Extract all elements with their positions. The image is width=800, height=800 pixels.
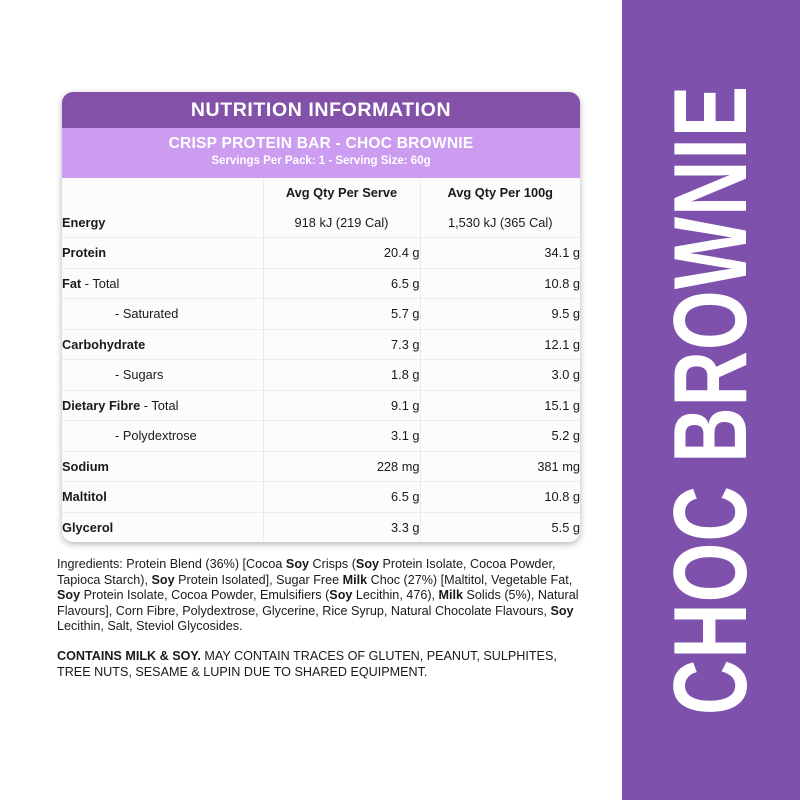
- value-per-100g: 381 mg: [420, 451, 580, 482]
- card-subtitle-band: [62, 128, 580, 178]
- nutrient-label: Protein: [62, 238, 263, 269]
- side-panel: [622, 0, 800, 800]
- value-per-100g: 5.2 g: [420, 421, 580, 452]
- value-per-serve: 9.1 g: [263, 390, 420, 421]
- column-header-nutrient: [62, 178, 263, 208]
- value-per-serve: 6.5 g: [263, 268, 420, 299]
- table-row: [62, 360, 580, 391]
- table-row: [62, 390, 580, 421]
- table-header-row: [62, 178, 580, 208]
- value-per-serve: 20.4 g: [263, 238, 420, 269]
- side-panel-flavour-title: CHOC BROWNIE: [653, 84, 769, 716]
- value-per-100g: 9.5 g: [420, 299, 580, 330]
- value-per-serve: 3.3 g: [263, 512, 420, 542]
- nutrient-label: Sodium: [62, 451, 263, 482]
- nutrient-label: Glycerol: [62, 519, 114, 535]
- table-row: [62, 268, 580, 299]
- value-per-100g: 12.1 g: [420, 329, 580, 360]
- value-per-serve: 1.8 g: [263, 360, 420, 391]
- nutrient-label: Dietary Fibre - Total: [62, 390, 263, 421]
- nutrition-table: [62, 178, 580, 542]
- column-header-per-100g: Avg Qty Per 100g: [420, 178, 580, 208]
- ingredients-block: [57, 557, 587, 680]
- table-row: [62, 208, 580, 238]
- value-per-100g: 34.1 g: [420, 238, 580, 269]
- nutrient-label: Maltitol: [62, 482, 263, 513]
- table-row: [62, 421, 580, 452]
- allergen-statement: CONTAINS MILK & SOY. MAY CONTAIN TRACES OF GLUTEN, PEANUT, SULPHITES, TREE NUTS, SESAME & LUPIN DUE TO SHARED EQUIPMENT.: [57, 648, 557, 679]
- table-row: [62, 329, 580, 360]
- page-title: NUTRITION INFORMATION: [190, 98, 452, 121]
- value-per-100g: 5.5 g: [420, 512, 580, 542]
- nutrient-label: Energy: [62, 208, 263, 238]
- nutrient-label: - Saturated: [62, 299, 263, 330]
- nutrient-label: - Sugars: [62, 360, 263, 391]
- value-per-100g: 15.1 g: [420, 390, 580, 421]
- value-per-100g: 1,530 kJ (365 Cal): [420, 208, 580, 238]
- card-title-bar: [62, 92, 580, 128]
- table-row: [62, 512, 580, 542]
- value-per-serve: 5.7 g: [263, 299, 420, 330]
- nutrition-information-card: [62, 92, 580, 542]
- serving-info: Servings Per Pack: 1 - Serving Size: 60g: [211, 155, 431, 167]
- value-per-serve: 3.1 g: [263, 421, 420, 452]
- product-name: CRISP PROTEIN BAR - CHOC BROWNIE: [168, 135, 474, 152]
- value-per-100g: 3.0 g: [420, 360, 580, 391]
- table-row: [62, 299, 580, 330]
- nutrient-label: Fat - Total: [62, 268, 263, 299]
- nutrient-label: Carbohydrate: [62, 329, 263, 360]
- table-row: [62, 482, 580, 513]
- table-row: [62, 451, 580, 482]
- value-per-100g: 10.8 g: [420, 482, 580, 513]
- table-row: [62, 238, 580, 269]
- value-per-serve: 918 kJ (219 Cal): [263, 208, 420, 238]
- value-per-serve: 6.5 g: [263, 482, 420, 513]
- value-per-serve: 7.3 g: [263, 329, 420, 360]
- value-per-serve: 228 mg: [263, 451, 420, 482]
- value-per-100g: 10.8 g: [420, 268, 580, 299]
- ingredients-text: Ingredients: Protein Blend (36%) [Cocoa Soy Crisps (Soy Protein Isolate, Cocoa Powder, Tapioca Starch), Soy Protein Isolated], Sugar Free Milk Choc (27%) [Maltitol, Vegetable Fat, Soy Protein Isolate, Cocoa Powder, Emulsifiers (Soy Lecithin, 476), Milk Solids (5%), Natural Flavours], Corn Fibre, Polydextrose, Glycerine, Rice Syrup, Natural Chocolate Flavours, Soy Lecithin, Salt, Steviol Glycosides.: [57, 557, 579, 634]
- column-header-per-serve: Avg Qty Per Serve: [263, 178, 420, 208]
- nutrient-label: - Polydextrose: [62, 421, 263, 452]
